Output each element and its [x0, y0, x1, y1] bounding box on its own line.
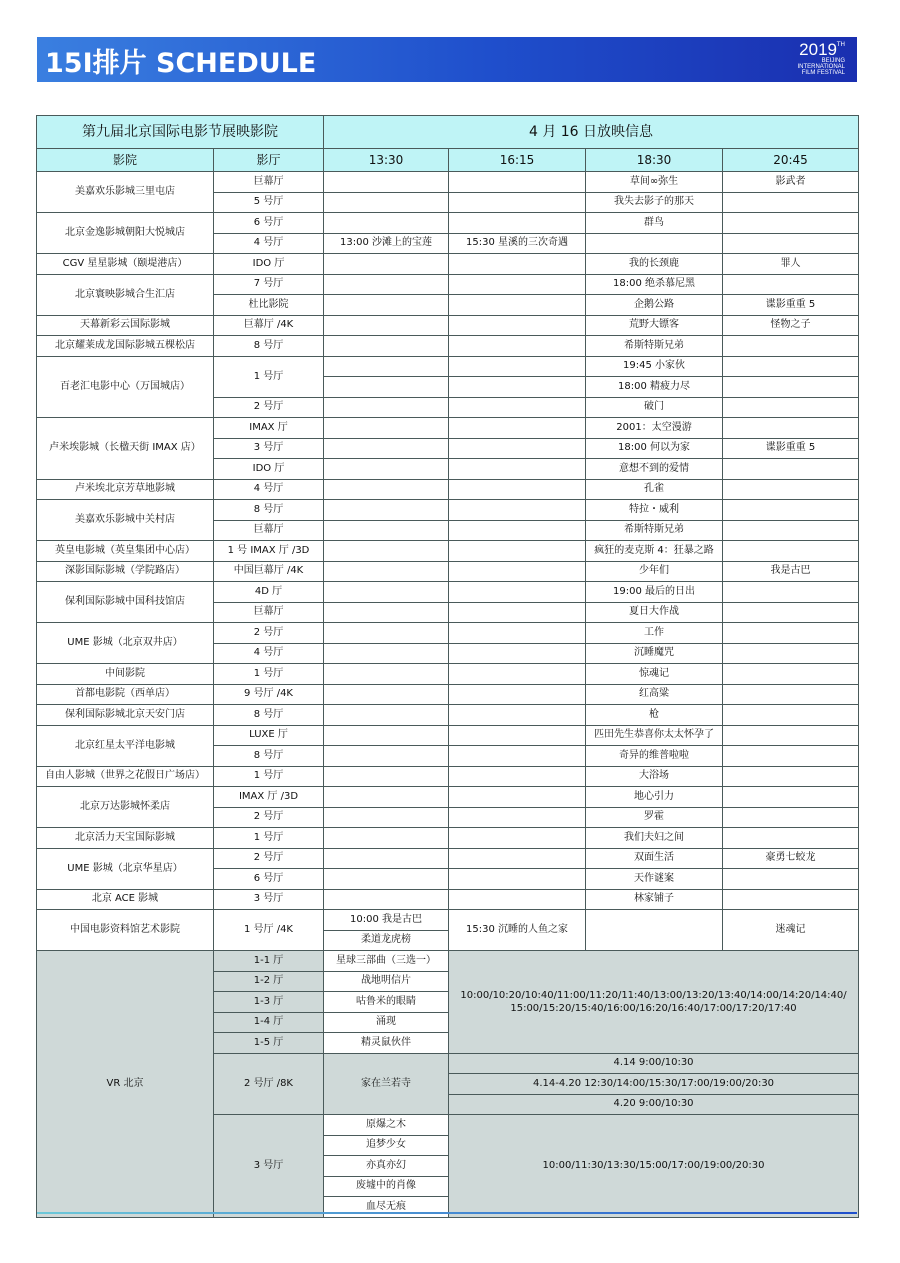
screening: 特拉・威利 [586, 500, 723, 521]
header-date: 4 月 16 日放映信息 [324, 116, 859, 149]
cinema-name: 首都电影院（西单店） [37, 684, 214, 705]
cinema-name: 北京万达影城怀柔店 [37, 787, 214, 828]
vr-film: 精灵鼠伙伴 [324, 1033, 449, 1054]
screening: 罪人 [723, 254, 859, 275]
screening: 希斯特斯兄弟 [586, 336, 723, 357]
screening: 孔雀 [586, 479, 723, 500]
hall-name: 8 号厅 [214, 500, 324, 521]
hall-name: 3 号厅 [214, 1115, 324, 1218]
screening: 天作谜案 [586, 869, 723, 890]
vr-film: 追梦少女 [324, 1135, 449, 1156]
hall-name: 中国巨幕厅 /4K [214, 561, 324, 582]
vr-film: 原爆之木 [324, 1115, 449, 1136]
cinema-name: 北京金逸影城朝阳大悦城店 [37, 213, 214, 254]
cinema-name: 美嘉欢乐影城三里屯店 [37, 172, 214, 213]
col-cinema: 影院 [37, 149, 214, 172]
hall-name: 2 号厅 [214, 807, 324, 828]
hall-name: 1 号 IMAX 厅 /3D [214, 541, 324, 562]
hall-name: 6 号厅 [214, 213, 324, 234]
hall-name: 2 号厅 [214, 397, 324, 418]
cinema-name: 深影国际影城（学院路店） [37, 561, 214, 582]
hall-name: 5 号厅 [214, 192, 324, 213]
cinema-name: 中国电影资料馆艺术影院 [37, 910, 214, 951]
screening: 企鹅公路 [586, 295, 723, 316]
vr-film: 废墟中的肖像 [324, 1176, 449, 1197]
logo-suffix: TH [836, 41, 845, 48]
logo-line-3: FILM FESTIVAL [801, 70, 845, 76]
cinema-name: CGV 星星影城（颐堤港店） [37, 254, 214, 275]
hall-name: 1 号厅 [214, 766, 324, 787]
screening: 工作 [586, 623, 723, 644]
vr-times: 4.20 9:00/10:30 [449, 1094, 859, 1115]
cinema-name: 北京红星太平洋电影城 [37, 725, 214, 766]
hall-name: 2 号厅 /8K [214, 1053, 324, 1115]
footer-divider [37, 1212, 857, 1214]
screening: 意想不到的爱情 [586, 459, 723, 480]
vr-times: 4.14 9:00/10:30 [449, 1053, 859, 1074]
vr-film: 家在兰若寺 [324, 1053, 449, 1115]
screening: 18:00 何以为家 [586, 438, 723, 459]
screening: 10:00 我是古巴 [324, 910, 449, 931]
hall-name: 3 号厅 [214, 889, 324, 910]
hall-name: 4 号厅 [214, 643, 324, 664]
hall-name: 3 号厅 [214, 438, 324, 459]
hall-name: 1 号厅 /4K [214, 910, 324, 951]
vr-film: 星球三部曲（三选一） [324, 951, 449, 972]
screening: 19:45 小家伙 [586, 356, 723, 377]
screening: 匹田先生恭喜你太太怀孕了 [586, 725, 723, 746]
schedule-table [36, 115, 859, 1218]
screening: 豪勇七蛟龙 [723, 848, 859, 869]
hall-name: 8 号厅 [214, 746, 324, 767]
vr-film: 涌现 [324, 1012, 449, 1033]
screening: 谍影重重 5 [723, 438, 859, 459]
screening: 我是古巴 [723, 561, 859, 582]
hall-name: 9 号厅 /4K [214, 684, 324, 705]
cinema-name: UME 影城（北京双井店） [37, 623, 214, 664]
col-time-3: 18:30 [586, 149, 723, 172]
screening: 2001：太空漫游 [586, 418, 723, 439]
vr-film: 血尽无痕 [324, 1197, 449, 1218]
screening: 我失去影子的那天 [586, 192, 723, 213]
screening: 破门 [586, 397, 723, 418]
screening: 群鸟 [586, 213, 723, 234]
screening: 19:00 最后的日出 [586, 582, 723, 603]
screening: 林家铺子 [586, 889, 723, 910]
screening: 我的长颈鹿 [586, 254, 723, 275]
screening: 怪物之子 [723, 315, 859, 336]
cinema-name: 英皇电影城（英皇集团中心店） [37, 541, 214, 562]
vr-times: 10:00/11:30/13:30/15:00/17:00/19:00/20:30 [449, 1115, 859, 1218]
screening: 我们夫妇之间 [586, 828, 723, 849]
screening: 疯狂的麦克斯 4：狂暴之路 [586, 541, 723, 562]
col-time-1: 13:30 [324, 149, 449, 172]
screening: 18:00 绝杀慕尼黑 [586, 274, 723, 295]
hall-name: IDO 厅 [214, 254, 324, 275]
screening: 谍影重重 5 [723, 295, 859, 316]
vr-times: 10:00/10:20/10:40/11:00/11:20/11:40/13:00/13:20/13:40/14:00/14:20/14:40/ 15:00/15:20/15:40/16:00/16:20/16:40/17:00/17:20/17:40 [449, 951, 859, 1054]
hall-name: 6 号厅 [214, 869, 324, 890]
festival-logo [779, 41, 849, 79]
vr-film: 战地明信片 [324, 971, 449, 992]
cinema-name: 天幕新彩云国际影城 [37, 315, 214, 336]
hall-name: 4D 厅 [214, 582, 324, 603]
screening: 影武者 [723, 172, 859, 193]
screening: 大浴场 [586, 766, 723, 787]
cinema-name: 北京寰映影城合生汇店 [37, 274, 214, 315]
hall-name: 4 号厅 [214, 479, 324, 500]
cinema-name: 北京耀莱成龙国际影城五棵松店 [37, 336, 214, 357]
screening: 夏日大作战 [586, 602, 723, 623]
hall-name: 1 号厅 [214, 664, 324, 685]
hall-name: 1-2 厅 [214, 971, 324, 992]
hall-name: 1-4 厅 [214, 1012, 324, 1033]
hall-name: IMAX 厅 /3D [214, 787, 324, 808]
vr-times: 4.14-4.20 12:30/14:00/15:30/17:00/19:00/20:30 [449, 1074, 859, 1095]
cinema-name: 北京活力天宝国际影城 [37, 828, 214, 849]
hall-name: 巨幕厅 [214, 520, 324, 541]
hall-name: IMAX 厅 [214, 418, 324, 439]
hall-name: 8 号厅 [214, 705, 324, 726]
screening: 罗霍 [586, 807, 723, 828]
hall-name: 1-3 厅 [214, 992, 324, 1013]
hall-name: 7 号厅 [214, 274, 324, 295]
screening: 13:00 沙滩上的宝莲 [324, 233, 449, 254]
col-time-2: 16:15 [449, 149, 586, 172]
cinema-name: 美嘉欢乐影城中关村店 [37, 500, 214, 541]
hall-name: 杜比影院 [214, 295, 324, 316]
col-hall: 影厅 [214, 149, 324, 172]
logo-line-2: INTERNATIONAL [797, 64, 845, 70]
screening: 双面生活 [586, 848, 723, 869]
page-header [37, 37, 857, 82]
screening: 荒野大镖客 [586, 315, 723, 336]
cinema-name: 卢米埃北京芳草地影城 [37, 479, 214, 500]
col-time-4: 20:45 [723, 149, 859, 172]
cinema-name: 保利国际影城北京天安门店 [37, 705, 214, 726]
cinema-name: 北京 ACE 影城 [37, 889, 214, 910]
screening: 希斯特斯兄弟 [586, 520, 723, 541]
screening: 沉睡魔咒 [586, 643, 723, 664]
cinema-name: 保利国际影城中国科技馆店 [37, 582, 214, 623]
page-title: 15I排片 SCHEDULE [45, 48, 317, 79]
cinema-name: VR 北京 [37, 951, 214, 1218]
screening: 柔道龙虎榜 [324, 930, 449, 951]
hall-name: 巨幕厅 /4K [214, 315, 324, 336]
screening: 15:30 沉睡的人鱼之家 [449, 910, 586, 951]
header-cinemas: 第九届北京国际电影节展映影院 [37, 116, 324, 149]
hall-name: 1 号厅 [214, 828, 324, 849]
hall-name: LUXE 厅 [214, 725, 324, 746]
screening: 地心引力 [586, 787, 723, 808]
screening: 少年们 [586, 561, 723, 582]
cinema-name: 卢米埃影城（长楹天街 IMAX 店） [37, 418, 214, 480]
hall-name: 2 号厅 [214, 848, 324, 869]
screening: 红高粱 [586, 684, 723, 705]
screening: 奇异的维普啦啦 [586, 746, 723, 767]
hall-name: 2 号厅 [214, 623, 324, 644]
screening: 草间∞弥生 [586, 172, 723, 193]
vr-film: 亦真亦幻 [324, 1156, 449, 1177]
screening: 枪 [586, 705, 723, 726]
screening: 迷魂记 [723, 910, 859, 951]
hall-name: 4 号厅 [214, 233, 324, 254]
cinema-name: 百老汇电影中心（万国城店） [37, 356, 214, 418]
screening: 15:30 星溪的三次奇遇 [449, 233, 586, 254]
logo-year: 2019 [799, 40, 837, 59]
hall-name: 8 号厅 [214, 336, 324, 357]
screening: 惊魂记 [586, 664, 723, 685]
cinema-name: 自由人影城（世界之花假日广场店） [37, 766, 214, 787]
hall-name: 1 号厅 [214, 356, 324, 397]
cinema-name: UME 影城（北京华星店） [37, 848, 214, 889]
vr-film: 咕鲁米的眼睛 [324, 992, 449, 1013]
logo-line-1: BEIJING [821, 58, 845, 64]
hall-name: 巨幕厅 [214, 602, 324, 623]
hall-name: 巨幕厅 [214, 172, 324, 193]
cinema-name: 中间影院 [37, 664, 214, 685]
hall-name: IDO 厅 [214, 459, 324, 480]
screening: 18:00 精疲力尽 [586, 377, 723, 398]
hall-name: 1-1 厅 [214, 951, 324, 972]
hall-name: 1-5 厅 [214, 1033, 324, 1054]
